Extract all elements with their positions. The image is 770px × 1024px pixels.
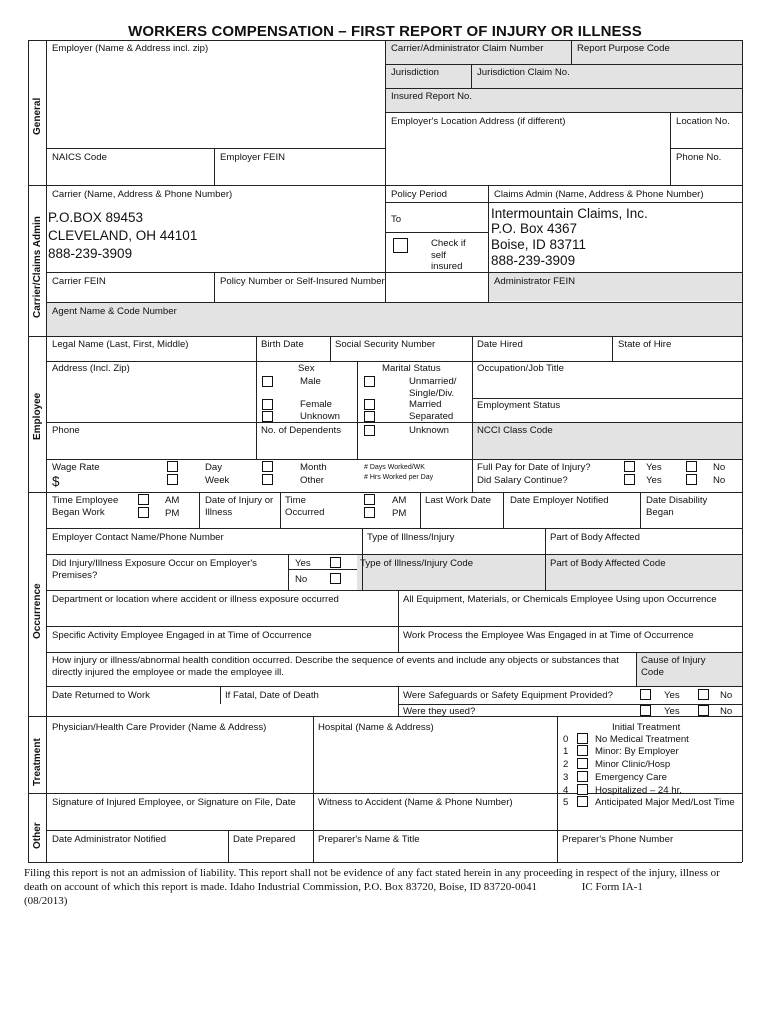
address-label: Address (Incl. Zip) [52,363,130,374]
used-yes-label: Yes [664,706,680,717]
policy-number-label: Policy Number or Self-Insured Number [220,276,385,287]
unknown-marital-label: Unknown [409,425,449,436]
location-no-label: Location No. [676,116,730,127]
sex-label: Sex [298,363,315,374]
agent-label: Agent Name & Code Number [52,306,177,317]
date-notified-label: Date Employer Notified [510,495,609,506]
type-illness-label: Type of Illness/Injury [367,532,455,543]
rule [46,686,742,687]
male-label: Male [300,376,321,387]
treatment-1-checkbox[interactable] [577,745,588,756]
rule [28,716,742,717]
rule [612,336,613,361]
phone-label: Phone [52,425,80,436]
rule [46,459,742,460]
rule [228,830,229,862]
rule [220,686,221,704]
naics-label: NAICS Code [52,152,107,163]
rule [46,554,742,555]
full-pay-no-label: No [713,462,726,473]
section-employee: Employee [32,392,43,440]
used-no-checkbox[interactable] [698,705,709,716]
state-hire-label: State of Hire [618,339,672,350]
month-checkbox[interactable] [262,461,273,472]
time-began-label: Time Employee Began Work [52,495,119,518]
unmarried-checkbox[interactable] [364,376,375,387]
activity-label: Specific Activity Employee Engaged in at Time of Occurrence [52,630,312,641]
rule [557,716,558,862]
admin-fein-label: Administrator FEIN [494,276,576,287]
treatment-3-checkbox[interactable] [577,771,588,782]
occurred-am-label: AM [392,495,407,506]
rule [472,398,742,399]
salary-continue-label: Did Salary Continue? [477,475,568,486]
rule [357,361,358,459]
body-part-label: Part of Body Affected [550,532,640,543]
if-fatal-label: If Fatal, Date of Death [225,690,319,701]
rule [385,202,742,203]
month-label: Month [300,462,327,473]
rule [46,528,742,529]
full-pay-label: Full Pay for Date of Injury? [477,462,591,473]
footer-text: Filing this report is not an admission of liability. This report shall not be evidence of any fact stated herein in any proceeding in respect of the injury, illness or death on account of which this report is made. Idaho Industrial Commission, P.O. Box 83720, Boise, ID 83720-0041 [24,867,720,893]
rule [385,40,386,302]
rule [571,40,572,64]
marital-status-label: Marital Status [382,363,441,374]
rule [46,40,47,862]
rule [398,590,399,652]
carrier-fein-label: Carrier FEIN [52,276,106,287]
premises-yes-checkbox[interactable] [330,557,341,568]
rule [472,336,473,492]
used-yes-checkbox[interactable] [640,705,651,716]
safeguards-no-label: No [720,690,733,701]
physician-label: Physician/Health Care Provider (Name & Address) [52,722,267,733]
other-wage-label: Other [300,475,324,486]
rule [385,112,742,113]
rule [280,492,281,528]
rule [46,361,742,362]
rule [385,64,742,65]
insured-report-label: Insured Report No. [391,91,473,102]
full-pay-no-checkbox[interactable] [686,461,697,472]
treatment-code-5: 5 [563,797,569,808]
began-pm-label: PM [165,508,180,519]
occurred-pm-checkbox[interactable] [364,507,375,518]
treatment-code-3: 3 [563,772,569,783]
rule [742,40,743,862]
rule [46,830,742,831]
began-pm-checkbox[interactable] [138,507,149,518]
form-title: WORKERS COMPENSATION – FIRST REPORT OF INJURY OR ILLNESS [128,23,642,40]
began-am-label: AM [165,495,180,506]
carrier-address-line1: P.O.BOX 89453 [48,210,144,225]
carrier-phone: 888-239-3909 [48,246,133,261]
hospital-label: Hospital (Name & Address) [318,722,434,733]
claim-number-label: Carrier/Administrator Claim Number [391,43,544,54]
treatment-code-2: 2 [563,759,569,770]
signature-label: Signature of Injured Employee, or Signature on File, Date [52,797,296,808]
rule [46,302,742,303]
date-returned-label: Date Returned to Work [52,690,150,701]
treatment-code-4: 4 [563,785,569,796]
rule [385,88,742,89]
witness-label: Witness to Accident (Name & Phone Number) [318,797,513,808]
dollar-sign: $ [52,474,60,489]
premises-label: Did Injury/Illness Exposure Occur on Employer's Premises? [52,558,257,581]
premises-no-label: No [295,574,308,585]
salary-no-checkbox[interactable] [686,474,697,485]
date-injury-label: Date of Injury or Illness [205,495,274,518]
employer-label: Employer (Name & Address incl. zip) [52,43,209,54]
carrier-address-line2: CLEVELAND, OH 44101 [48,228,198,243]
rule [256,336,257,459]
treatment-2-checkbox[interactable] [577,758,588,769]
preparer-label: Preparer's Name & Title [318,834,420,845]
employer-fein-label: Employer FEIN [220,152,286,163]
rule [670,148,742,149]
separated-checkbox[interactable] [364,411,375,422]
rule [640,492,641,528]
admin-address-line2: Boise, ID 83711 [491,237,587,252]
phone-no-label: Phone No. [676,152,722,163]
treatment-option-1: Minor: By Employer [595,746,679,757]
admin-phone: 888-239-3909 [491,253,576,268]
treatment-5-checkbox[interactable] [577,796,588,807]
rule [46,626,742,627]
rule [636,652,637,686]
unknown-sex-label: Unknown [300,411,340,422]
report-purpose-label: Report Purpose Code [577,43,670,54]
carrier-label: Carrier (Name, Address & Phone Number) [52,189,233,200]
rule [503,492,504,528]
section-carrier: Carrier/Claims Admin [32,216,43,318]
how-injury-label: How injury or illness/abnormal health condition occurred. Describe the sequence of events and include any objects or substances that directly injured the employee or made the employee ill. [52,655,619,678]
safeguards-label: Were Safeguards or Safety Equipment Provided? [403,690,613,701]
ssn-label: Social Security Number [335,339,436,350]
date-disability-label: Date Disability Began [646,495,708,518]
rule [28,40,29,862]
used-label: Were they used? [403,706,476,717]
unmarried-label: Unmarried/ Single/Div. [409,376,457,399]
body-code-label: Part of Body Affected Code [550,558,666,569]
treatment-code-0: 0 [563,734,569,745]
location-address-label: Employer's Location Address (if different) [391,116,566,127]
wage-rate-label: Wage Rate [52,462,100,473]
rule [288,554,289,590]
rule [214,272,215,302]
rule [46,590,742,591]
jurisdiction-claim-label: Jurisdiction Claim No. [477,67,570,78]
rule [313,716,314,862]
self-insured-checkbox[interactable] [393,238,408,253]
section-other: Other [32,822,43,849]
occurred-pm-label: PM [392,508,407,519]
policy-period-label: Policy Period [391,189,447,200]
date-prepared-label: Date Prepared [233,834,296,845]
full-pay-yes-label: Yes [646,462,662,473]
section-occurrence: Occurrence [32,583,43,639]
treatment-option-0: No Medical Treatment [595,734,689,745]
female-label: Female [300,399,332,410]
hrs-worked-label: # Hrs Worked per Day [364,474,434,481]
employment-status-label: Employment Status [477,400,561,411]
admin-address-line1: P.O. Box 4367 [491,221,578,236]
type-code-label: Type of Illness/Injury Code [360,558,474,569]
rule [471,64,472,88]
treatment-option-5: Anticipated Major Med/Lost Time [595,797,735,808]
week-label: Week [205,475,230,486]
admin-name: Intermountain Claims, Inc. [491,206,648,221]
rule [488,185,489,302]
rule [385,232,488,233]
rule [214,148,215,185]
initial-treatment-label: Initial Treatment [612,722,681,733]
self-insured-label: Check if self insured [431,238,466,272]
legal-name-label: Legal Name (Last, First, Middle) [52,339,189,350]
rule [420,492,421,528]
treatment-option-3: Emergency Care [595,772,667,783]
treatment-4-checkbox[interactable] [577,784,588,795]
female-checkbox[interactable] [262,399,273,410]
rule [398,686,399,716]
rule [330,336,331,361]
jurisdiction-label: Jurisdiction [391,67,439,78]
male-checkbox[interactable] [262,376,273,387]
days-worked-label: # Days Worked/WK [364,464,425,471]
cause-code-label: Cause of Injury Code [641,655,706,678]
premises-yes-label: Yes [295,558,311,569]
premises-no-checkbox[interactable] [330,573,341,584]
footer-date: (08/2013) [24,895,68,907]
birth-date-label: Birth Date [261,339,304,350]
began-am-checkbox[interactable] [138,494,149,505]
treatment-code-1: 1 [563,746,569,757]
rule [28,492,742,493]
treatment-option-4: Hospitalized – 24 hr. [595,785,682,796]
equipment-label: All Equipment, Materials, or Chemicals Employee Using upon Occurrence [403,594,717,605]
day-label: Day [205,462,223,473]
last-work-label: Last Work Date [425,495,491,506]
rule [398,704,742,705]
safeguards-no-checkbox[interactable] [698,689,709,700]
section-treatment: Treatment [32,738,43,786]
preparer-phone-label: Preparer's Phone Number [562,834,674,845]
work-process-label: Work Process the Employee Was Engaged in at Time of Occurrence [403,630,694,641]
salary-no-label: No [713,475,726,486]
rule [28,336,742,337]
day-checkbox[interactable] [167,461,178,472]
rule [28,862,742,863]
occurred-am-checkbox[interactable] [364,494,375,505]
rule [46,422,742,423]
week-checkbox[interactable] [167,474,178,485]
section-general: General [32,97,43,135]
claims-admin-label: Claims Admin (Name, Address & Phone Number) [494,189,704,200]
time-occurred-label: Time Occurred [285,495,325,518]
treatment-0-checkbox[interactable] [577,733,588,744]
used-no-label: No [720,706,733,717]
safeguards-yes-label: Yes [664,690,680,701]
date-admin-label: Date Administrator Notified [52,834,167,845]
full-pay-yes-checkbox[interactable] [624,461,635,472]
rule [199,492,200,528]
treatment-option-2: Minor Clinic/Hosp [595,759,671,770]
occupation-label: Occupation/Job Title [477,363,564,374]
rule [46,148,385,149]
date-hired-label: Date Hired [477,339,523,350]
unknown-sex-checkbox[interactable] [262,411,273,422]
ncci-label: NCCI Class Code [477,425,553,436]
dependents-label: No. of Dependents [261,425,342,436]
safeguards-yes-checkbox[interactable] [640,689,651,700]
salary-yes-checkbox[interactable] [624,474,635,485]
salary-yes-label: Yes [646,475,662,486]
to-label: To [391,214,402,225]
footer-disclaimer [24,866,744,908]
married-label: Married [409,399,442,410]
rule [545,528,546,590]
separated-label: Separated [409,411,454,422]
unknown-marital-checkbox[interactable] [364,425,375,436]
rule [288,569,357,570]
department-label: Department or location where accident or illness exposure occurred [52,594,339,605]
contact-label: Employer Contact Name/Phone Number [52,532,224,543]
married-checkbox[interactable] [364,399,375,410]
other-wage-checkbox[interactable] [262,474,273,485]
footer-form-id: IC Form IA-1 [581,881,643,893]
rule [46,652,742,653]
rule [46,272,742,273]
